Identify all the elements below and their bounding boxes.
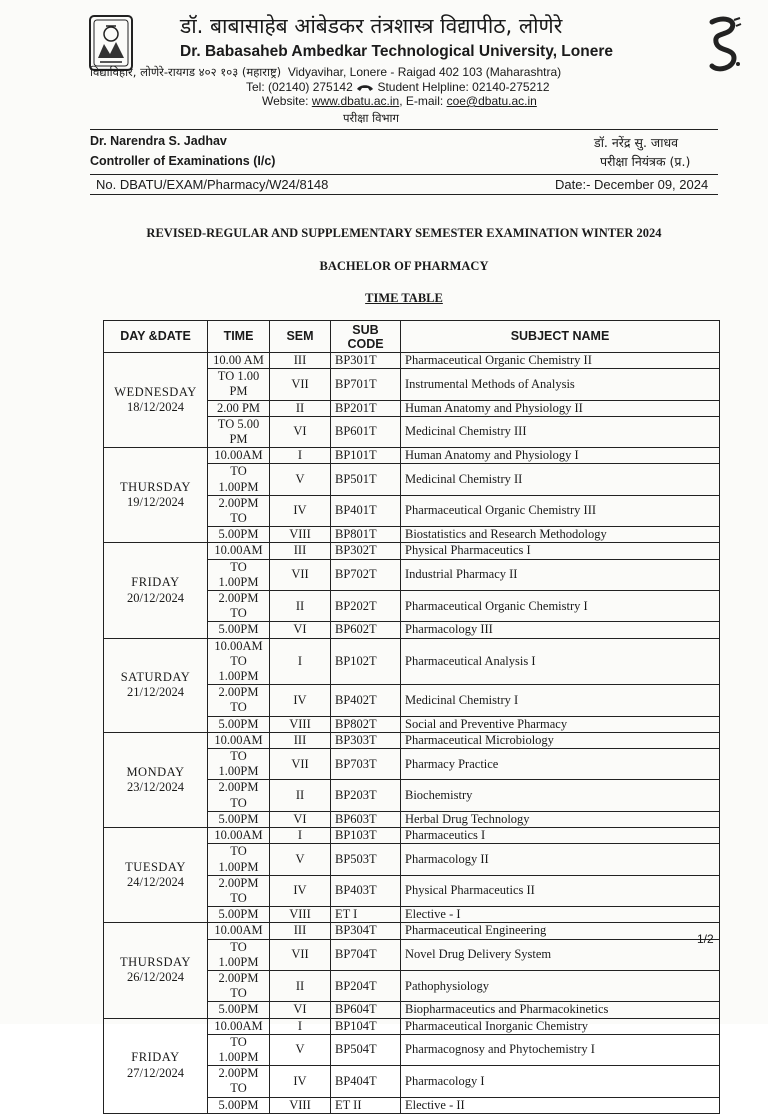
table-header-row [104, 321, 720, 353]
semester-cell: VI [270, 811, 331, 827]
subject-code-cell: BP204T [331, 970, 401, 1001]
subject-name-cell: Elective - II [401, 1097, 720, 1113]
subject-code-cell: BP602T [331, 622, 401, 638]
subject-code-cell: BP103T [331, 828, 401, 844]
time-cell: 5.00PM [208, 622, 270, 638]
timetable-title: TIME TABLE [365, 291, 443, 305]
subject-code-cell: BP601T [331, 416, 401, 447]
semester-cell: VIII [270, 527, 331, 543]
subject-code-cell: BP403T [331, 875, 401, 906]
time-cell: 2.00PM TO [208, 780, 270, 811]
reference-number: No. DBATU/EXAM/Pharmacy/W24/8148 [96, 177, 329, 192]
university-name-hindi: डॉ. बाबासाहेब आंबेडकर तंत्रशास्त्र विद्यापीठ, लोणेरे [180, 14, 563, 38]
semester-cell: VII [270, 369, 331, 400]
subject-code-cell: BP702T [331, 559, 401, 590]
subject-code-cell: ET II [331, 1097, 401, 1113]
subject-name-cell: Pharmaceutics I [401, 828, 720, 844]
day-date-cell [104, 543, 208, 638]
semester-cell: VIII [270, 716, 331, 732]
subject-name-cell: Pharmaceutical Engineering [401, 923, 720, 939]
semester-cell: VI [270, 622, 331, 638]
semester-cell: VIII [270, 907, 331, 923]
subject-name-cell: Pharmacology III [401, 622, 720, 638]
exam-date: 19/12/2024 [127, 495, 184, 510]
subject-name-cell: Pharmacology I [401, 1066, 720, 1097]
subject-name-cell: Human Anatomy and Physiology II [401, 400, 720, 416]
subject-code-cell: BP101T [331, 448, 401, 464]
document-date: Date:- December 09, 2024 [555, 177, 709, 192]
time-cell: TO 1.00PM [208, 844, 270, 875]
semester-cell: III [270, 923, 331, 939]
address-hindi: विद्याविहार, लोणेरे-रायगड ४०२ १०३ (महाराष्ट्र) [90, 65, 282, 79]
subject-code-cell: BP802T [331, 716, 401, 732]
semester-cell: II [270, 780, 331, 811]
university-seal-icon [88, 14, 134, 72]
telephone-number: Tel: (02140) 275142 [246, 80, 353, 94]
stylized-emblem-icon [704, 14, 744, 74]
subject-name-cell: Physical Pharmaceutics II [401, 875, 720, 906]
subject-name-cell: Biostatistics and Research Methodology [401, 527, 720, 543]
table-row [104, 1018, 720, 1034]
semester-cell: VI [270, 1002, 331, 1018]
subject-name-cell: Pharmacy Practice [401, 749, 720, 780]
signatory-name-hindi: डॉ. नरेंद्र सु. जाधव [594, 135, 679, 150]
subject-name-cell: Pharmaceutical Microbiology [401, 732, 720, 748]
subject-name-cell: Instrumental Methods of Analysis [401, 369, 720, 400]
semester-cell: VII [270, 939, 331, 970]
day-name: FRIDAY [131, 1050, 180, 1065]
day-date-cell [104, 448, 208, 543]
subject-name-cell: Pharmaceutical Inorganic Chemistry [401, 1018, 720, 1034]
semester-cell: V [270, 464, 331, 495]
time-cell: 5.00PM [208, 1097, 270, 1113]
time-cell: 10.00AM [208, 732, 270, 748]
subject-name-cell: Pharmacology II [401, 844, 720, 875]
day-date-cell [104, 732, 208, 827]
time-cell: 5.00PM [208, 527, 270, 543]
semester-cell: VII [270, 749, 331, 780]
exam-date: 21/12/2024 [127, 685, 184, 700]
header-time: TIME [208, 321, 270, 353]
header-subject-name: SUBJECT NAME [401, 321, 720, 353]
time-cell: TO 1.00PM [208, 749, 270, 780]
signatory-designation-hindi: परीक्षा नियंत्रक (प्र.) [600, 154, 691, 169]
exam-date: 23/12/2024 [127, 779, 184, 794]
subject-name-cell: Herbal Drug Technology [401, 811, 720, 827]
subject-code-cell: BP104T [331, 1018, 401, 1034]
table-row [104, 638, 720, 685]
signatory-designation-english: Controller of Examinations (I/c) [90, 154, 276, 168]
web-line [262, 94, 537, 108]
subject-code-cell: BP304T [331, 923, 401, 939]
subject-code-cell: BP603T [331, 811, 401, 827]
subject-code-cell: BP203T [331, 780, 401, 811]
table-row [104, 732, 720, 748]
subject-code-cell: BP303T [331, 732, 401, 748]
contact-line [246, 80, 550, 94]
subject-code-cell: ET I [331, 907, 401, 923]
day-date-cell [104, 353, 208, 448]
time-cell: TO 1.00PM [208, 1034, 270, 1065]
time-cell: TO 5.00 PM [208, 416, 270, 447]
student-helpline: Student Helpline: 02140-275212 [377, 80, 550, 94]
program-title: BACHELOR OF PHARMACY [319, 259, 489, 273]
subject-code-cell: BP701T [331, 369, 401, 400]
time-cell: 10.00AM [208, 1018, 270, 1034]
semester-cell: I [270, 1018, 331, 1034]
exam-date: 20/12/2024 [127, 590, 184, 605]
day-name: SATURDAY [120, 670, 191, 685]
table-row [104, 353, 720, 369]
subject-name-cell: Physical Pharmaceutics I [401, 543, 720, 559]
semester-cell: IV [270, 495, 331, 526]
semester-cell: IV [270, 1066, 331, 1097]
subject-name-cell: Biopharmaceutics and Pharmacokinetics [401, 1002, 720, 1018]
time-cell: TO 1.00PM [208, 559, 270, 590]
time-cell: 5.00PM [208, 811, 270, 827]
semester-cell: VII [270, 559, 331, 590]
time-cell: 10.00AM [208, 543, 270, 559]
subject-name-cell: Pharmacognosy and Phytochemistry I [401, 1034, 720, 1065]
time-cell: 2.00PM TO [208, 875, 270, 906]
time-cell: 10.00AM [208, 828, 270, 844]
subject-code-cell: BP801T [331, 527, 401, 543]
subject-name-cell: Pharmaceutical Organic Chemistry III [401, 495, 720, 526]
subject-code-cell: BP201T [331, 400, 401, 416]
subject-name-cell: Elective - I [401, 907, 720, 923]
subject-code-cell: BP301T [331, 353, 401, 369]
table-row [104, 448, 720, 464]
semester-cell: IV [270, 875, 331, 906]
exam-title: REVISED-REGULAR AND SUPPLEMENTARY SEMESTER EXAMINATION WINTER 2024 [146, 226, 662, 240]
time-cell: 2.00PM TO [208, 685, 270, 716]
time-cell: 10.00AM [208, 448, 270, 464]
day-name: TUESDAY [125, 860, 186, 874]
day-name: THURSDAY [120, 480, 191, 495]
subject-code-cell: BP703T [331, 749, 401, 780]
day-name: THURSDAY [120, 955, 191, 970]
exam-date: 24/12/2024 [127, 875, 184, 890]
subject-code-cell: BP102T [331, 638, 401, 685]
subject-code-cell: BP504T [331, 1034, 401, 1065]
ref-divider-top [90, 174, 718, 175]
university-name-english: Dr. Babasaheb Ambedkar Technological University, Lonere [180, 43, 613, 60]
header-sem: SEM [270, 321, 331, 353]
time-cell: 5.00PM [208, 716, 270, 732]
header-sub-code-line1: SUB [352, 322, 379, 337]
timetable [103, 320, 720, 1114]
telephone-icon [356, 83, 374, 92]
time-cell: 5.00PM [208, 1002, 270, 1018]
header-day-date: DAY &DATE [104, 321, 208, 353]
exam-date: 27/12/2024 [127, 1065, 184, 1080]
time-cell: 2.00PM TO [208, 1066, 270, 1097]
semester-cell: VIII [270, 1097, 331, 1113]
table-row [104, 923, 720, 939]
subject-name-cell: Medicinal Chemistry I [401, 685, 720, 716]
day-name: WEDNESDAY [114, 384, 197, 399]
website-label: Website: [262, 94, 309, 108]
subject-code-cell: BP401T [331, 495, 401, 526]
subject-code-cell: BP604T [331, 1002, 401, 1018]
semester-cell: II [270, 591, 331, 622]
table-row [104, 543, 720, 559]
time-cell: TO 1.00 PM [208, 369, 270, 400]
ref-divider-bottom [90, 194, 718, 195]
subject-code-cell: BP501T [331, 464, 401, 495]
timetable-body [104, 353, 720, 1114]
semester-cell: V [270, 1034, 331, 1065]
subject-name-cell: Social and Preventive Pharmacy [401, 716, 720, 732]
header-sub-code-line2: CODE [347, 336, 384, 351]
day-date-cell [104, 638, 208, 732]
subject-code-cell: BP202T [331, 591, 401, 622]
subject-code-cell: BP704T [331, 939, 401, 970]
time-cell: TO 1.00PM [208, 464, 270, 495]
subject-name-cell: Pharmaceutical Organic Chemistry I [401, 591, 720, 622]
subject-code-cell: BP302T [331, 543, 401, 559]
semester-cell: V [270, 844, 331, 875]
email-label: , E-mail: [399, 94, 444, 108]
time-cell: 2.00 PM [208, 400, 270, 416]
semester-cell: III [270, 732, 331, 748]
semester-cell: I [270, 828, 331, 844]
day-date-cell [104, 828, 208, 923]
subject-name-cell: Biochemistry [401, 780, 720, 811]
email-link[interactable]: coe@dbatu.ac.in [446, 94, 537, 108]
header-divider [90, 129, 718, 130]
website-link[interactable]: www.dbatu.ac.in [311, 94, 400, 108]
header-sub-code [331, 321, 401, 353]
department-name: परीक्षा विभाग [343, 111, 400, 125]
semester-cell: I [270, 448, 331, 464]
exam-date: 26/12/2024 [127, 970, 184, 985]
semester-cell: III [270, 353, 331, 369]
time-cell: 2.00PM TO [208, 495, 270, 526]
time-cell: 5.00PM [208, 907, 270, 923]
semester-cell: I [270, 638, 331, 685]
subject-name-cell: Industrial Pharmacy II [401, 559, 720, 590]
subject-code-cell: BP503T [331, 844, 401, 875]
address-english: Vidyavihar, Lonere - Raigad 402 103 (Maharashtra) [287, 65, 562, 79]
time-cell: 10.00 AM [208, 353, 270, 369]
signatory-name-english: Dr. Narendra S. Jadhav [90, 134, 227, 148]
semester-cell: VI [270, 416, 331, 447]
exam-date: 18/12/2024 [127, 400, 184, 415]
semester-cell: II [270, 970, 331, 1001]
subject-code-cell: BP404T [331, 1066, 401, 1097]
time-cell: 2.00PM TO [208, 970, 270, 1001]
time-cell: 10.00AM TO 1.00PM [208, 638, 270, 685]
subject-code-cell: BP402T [331, 685, 401, 716]
day-name: MONDAY [126, 764, 185, 779]
subject-name-cell: Novel Drug Delivery System [401, 939, 720, 970]
day-date-cell [104, 1018, 208, 1113]
semester-cell: II [270, 400, 331, 416]
subject-name-cell: Human Anatomy and Physiology I [401, 448, 720, 464]
time-cell: 2.00PM TO [208, 591, 270, 622]
subject-name-cell: Pharmaceutical Organic Chemistry II [401, 353, 720, 369]
subject-name-cell: Pharmaceutical Analysis I [401, 638, 720, 685]
subject-name-cell: Medicinal Chemistry II [401, 464, 720, 495]
semester-cell: III [270, 543, 331, 559]
day-date-cell [104, 923, 208, 1018]
address-line [90, 65, 561, 80]
semester-cell: IV [270, 685, 331, 716]
subject-name-cell: Pathophysiology [401, 970, 720, 1001]
table-row [104, 828, 720, 844]
page-number: 1/2 [697, 932, 714, 946]
time-cell: 10.00AM [208, 923, 270, 939]
time-cell: TO 1.00PM [208, 939, 270, 970]
day-name: FRIDAY [131, 575, 180, 590]
subject-name-cell: Medicinal Chemistry III [401, 416, 720, 447]
